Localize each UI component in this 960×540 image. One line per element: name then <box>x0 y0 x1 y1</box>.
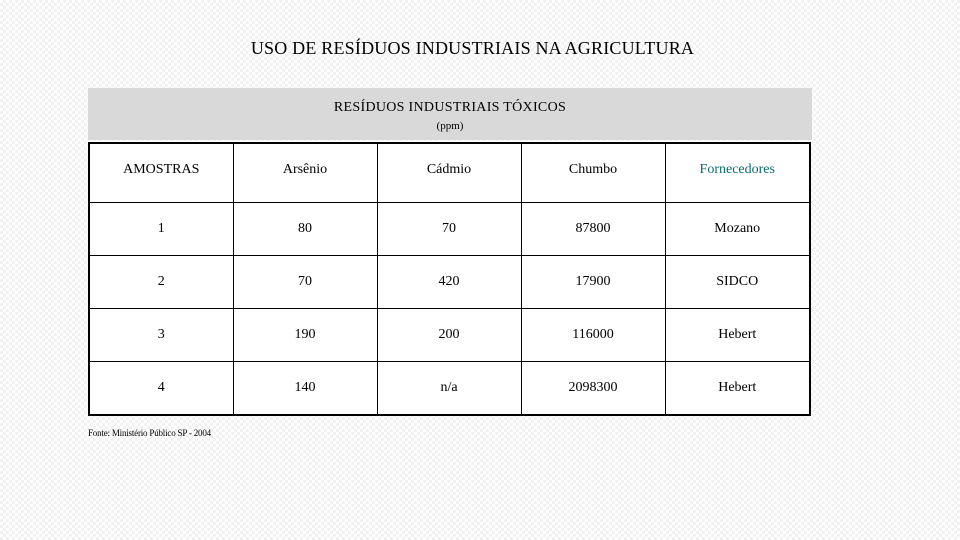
cell-cadmium: n/a <box>377 362 521 416</box>
table-header-band <box>88 88 812 140</box>
column-header-lead: Chumbo <box>521 143 665 203</box>
cell-supplier: SIDCO <box>665 256 810 309</box>
residues-table <box>88 142 811 416</box>
table-row <box>89 203 810 256</box>
cell-sample: 2 <box>89 256 233 309</box>
cell-cadmium: 70 <box>377 203 521 256</box>
table-row <box>89 362 810 416</box>
column-header-suppliers: Fornecedores <box>665 143 810 203</box>
slide-title: USO DE RESÍDUOS INDUSTRIAIS NA AGRICULTURA <box>250 38 695 58</box>
cell-arsenic: 190 <box>233 309 377 362</box>
table-band-unit: (ppm) <box>436 120 464 132</box>
column-header-samples: AMOSTRAS <box>89 143 233 203</box>
table-band-title: RESÍDUOS INDUSTRIAIS TÓXICOS <box>333 100 567 115</box>
column-header-arsenic: Arsênio <box>233 143 377 203</box>
cell-cadmium: 420 <box>377 256 521 309</box>
cell-arsenic: 80 <box>233 203 377 256</box>
cell-lead: 116000 <box>521 309 665 362</box>
cell-arsenic: 140 <box>233 362 377 416</box>
cell-cadmium: 200 <box>377 309 521 362</box>
cell-supplier: Hebert <box>665 362 810 416</box>
cell-supplier: Hebert <box>665 309 810 362</box>
cell-lead: 17900 <box>521 256 665 309</box>
cell-sample: 1 <box>89 203 233 256</box>
table-row <box>89 309 810 362</box>
cell-arsenic: 70 <box>233 256 377 309</box>
cell-sample: 4 <box>89 362 233 416</box>
cell-supplier: Mozano <box>665 203 810 256</box>
table-header-row <box>89 143 810 203</box>
table-row <box>89 256 810 309</box>
source-note: Fonte: Ministério Público SP - 2004 <box>88 428 211 438</box>
cell-sample: 3 <box>89 309 233 362</box>
cell-lead: 87800 <box>521 203 665 256</box>
cell-lead: 2098300 <box>521 362 665 416</box>
column-header-cadmium: Cádmio <box>377 143 521 203</box>
